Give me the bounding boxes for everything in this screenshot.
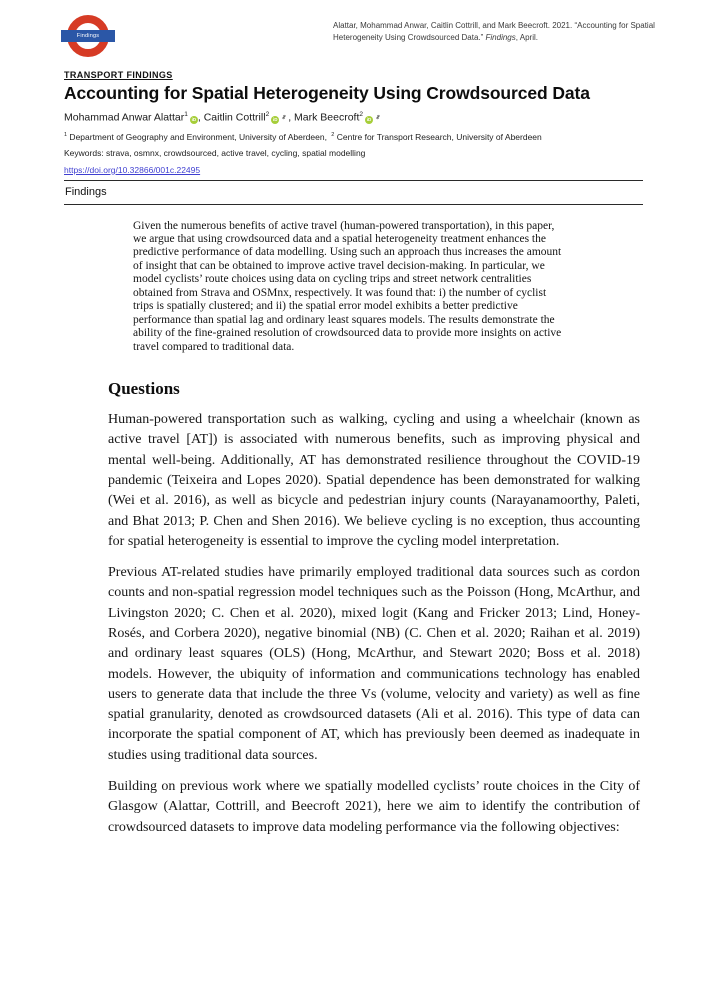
article-page: Findings Alattar, Mohammad Anwar, Caitlin Cottrill, and Mark Beecroft. 2021. “Accounting for Spatial Heterogeneity Using Crowdsourced Data.” Findings, April. TRANSPORT FINDINGS Accounting for Spatial Heterogeneity Using Crowdsourced Data Mohammad Anwar Alattar$^1$iD , Caitlin Cottrill$^2$iD , Mark Beecroft$^2$iD $^1$ Department of Geography and Environment, University of Aberdeen, $^2$ Centre for Transport Research, University of Aberdeen Keywords: strava, osmnx, crowdsourced, active travel, cycling, spatial modelling https://doi.org/10.32866/001c.22495 Findings Given the numerous benefits of active travel (human-powered transportation), in this paper, we argue that using crowdsourced data and a spatial heterogeneity treatment enhances the predictive performance of data modelling. Using such an approach thus increases the amount of insight that can be obtained to improve active travel decision-making. In particular, we model cyclists’ route choices using data on cycling trips and street network centralities obtained from Strava and OSMnx, respectively. It was found that: i) the number of cyclist trips is spatially clustered; and ii) the spatial error model exhibits a better predictive performance than spatial lag and ordinary least squares models. The results demonstrate the ability of the fine-grained resolution of crowdsourced data to provide more insights on active travel compared to traditional data. Questions Human-powered transportation such as walking, cycling and using a wheelchair (known as active travel [AT]) is associated with numerous benefits, such as improving physical and mental well-being. Additionally, AT has demonstrated resilience throughout the COVID-19 pandemic (Teixeira and Lopes 2020). Spatial dependence has been demonstrated for walking (Wei et al. 2016), as well as bicycle and pedestrian injury counts (Narayanamoorthy, Paleti, and Bhat 2013; P. Chen and Shen 2016). We believe cycling is no exception, thus accounting for spatial heterogeneity is essential to improve the cycling model interpretation. Previous AT-related studies have primarily employed traditional data sources such as cordon counts and non-spatial regression model techniques such as the Poisson (Hong, McArthur, and Livingston 2020; C. Chen et al. 2020), mixed logit (Kang and Fricker 2013; Lind, Honey-Rosés, and Corbera 2020), negative binomial (NB) (C. Chen et al. 2020; Raihan et al. 2019) and ordinary least squares (OLS) (Hong, McArthur, and Stewart 2020; Boss et al. 2018) models. However, the ubiquity of information and communications technology has enabled users to generate data that include the three Vs (volume, velocity and variety) as well as fine spatial granularity, denoted as crowdsourced datasets (Ali et al. 2016). This type of data can incorporate the spatial component of AT, which has previously been deemed as inadequate in studies using traditional data sources. Building on previous work where we spatially modelled cyclists’ route choices in the City of Glasgow (Alattar, Cottrill, and Beecroft 2021), here we aim to identify the contribution of crowdsourced datasets to improve data modeling performance via the following objectives: [0, 0, 707, 1000]
page-title: Accounting for Spatial Heterogeneity Using Crowdsourced Data [64, 83, 590, 103]
author-name: Mohammad Anwar Alattar [64, 111, 185, 124]
affiliation-line [64, 132, 643, 142]
orcid-icon[interactable]: iD [366, 116, 372, 122]
findings-journal-logo[interactable] [64, 14, 112, 62]
citation-before: Alattar, Mohammad Anwar, Caitlin Cottrill, and Mark Beecroft. 2021. “Accounting for Spatial Heterogeneity Using Crowdsourced Data.” [333, 21, 655, 42]
author-affil-sup: 2 [359, 111, 364, 118]
body-paragraph: Building on previous work where we spatially modelled cyclists’ route choices in the City of Glasgow (Alattar, Cottrill, and Beecroft 2021), here we aim to identify the contribution of crowdsourced datasets to improve data modeling performance via the following objectives: [108, 779, 640, 835]
keywords-line: Keywords: strava, osmnx, crowdsourced, active travel, cycling, spatial modelling [64, 147, 366, 158]
citation-text [333, 20, 655, 44]
author-name: Mark Beecroft [294, 111, 360, 124]
affiliation-sup: 2 [331, 131, 335, 138]
journal-section-band: Findings [64, 180, 643, 205]
logo-bar [61, 30, 115, 42]
citation-after: , April. [515, 33, 538, 42]
orcid-icon[interactable]: iD [191, 116, 197, 122]
logo-label: Findings [76, 33, 100, 39]
body-paragraph: Previous AT-related studies have primarily employed traditional data sources such as cordon counts and non-spatial regression model techniques such as the Poisson (Hong, McArthur, and Livingston 2020; C. Chen et al. 2020), mixed logit (Kang and Fricker 2013; Lind, Honey-Rosés, and Corbera 2020), negative binomial (NB) (C. Chen et al. 2020; Raihan et al. 2019) and ordinary least squares (OLS) (Hong, McArthur, and Stewart 2020; Boss et al. 2018) models. However, the ubiquity of information and communications technology has enabled users to generate data that include the three Vs (volume, velocity and variety) as well as fine spatial granularity, denoted as crowdsourced datasets (Ali et al. 2016). This type of data can incorporate the spatial component of AT, which has previously been deemed as inadequate in studies using traditional data sources. [108, 565, 640, 763]
abstract-text: Given the numerous benefits of active travel (human-powered transportation), in this paper, we argue that using crowdsourced data and a spatial heterogeneity treatment enhances the predictive performance of data modelling. Using such an approach thus increases the amount of insight that can be obtained to improve active travel decision-making. In particular, we model cyclists’ route choices using data on cycling trips and street network centralities obtained from Strava and OSMnx, respectively. It was found that: i) the number of cyclist trips is spatially clustered; and ii) the spatial error model exhibits a better predictive performance than spatial lag and ordinary least squares models. The results demonstrate the ability of the fine-grained resolution of crowdsourced data to provide more insights on active travel compared to traditional data. [133, 219, 562, 353]
author-name: Caitlin Cottrill [203, 111, 266, 124]
author-line [64, 111, 643, 124]
orcid-icon[interactable]: iD [272, 116, 278, 122]
affiliation-sup: 1 [64, 131, 68, 138]
page-header [0, 0, 707, 62]
author-affil-sup: 1 [184, 111, 188, 118]
affiliation-text: Centre for Transport Research, University of Aberdeen [334, 131, 542, 142]
author-affil-sup: 2 [265, 111, 270, 118]
body-paragraph: Human-powered transportation such as walking, cycling and using a wheelchair (known as active travel [AT]) is associated with numerous benefits, such as improving physical and mental well-being. Additionally, AT has demonstrated resilience throughout the COVID-19 pandemic (Teixeira and Lopes 2020). Spatial dependence has been demonstrated for walking (Wei et al. 2016), as well as bicycle and pedestrian injury counts (Narayanamoorthy, Paleti, and Bhat 2013; P. Chen and Shen 2016). We believe cycling is no exception, thus accounting for spatial heterogeneity is essential to improve the cycling model interpretation. [108, 412, 640, 549]
questions-heading: Questions [108, 379, 180, 399]
author-link-icon[interactable] [374, 112, 382, 120]
affiliation-text: Department of Geography and Environment, University of Aberdeen, [67, 131, 330, 142]
citation-journal-name: Findings [485, 33, 516, 42]
author-link-icon[interactable] [280, 112, 288, 120]
author-separator: , [197, 111, 204, 124]
author-separator: , [288, 111, 295, 124]
